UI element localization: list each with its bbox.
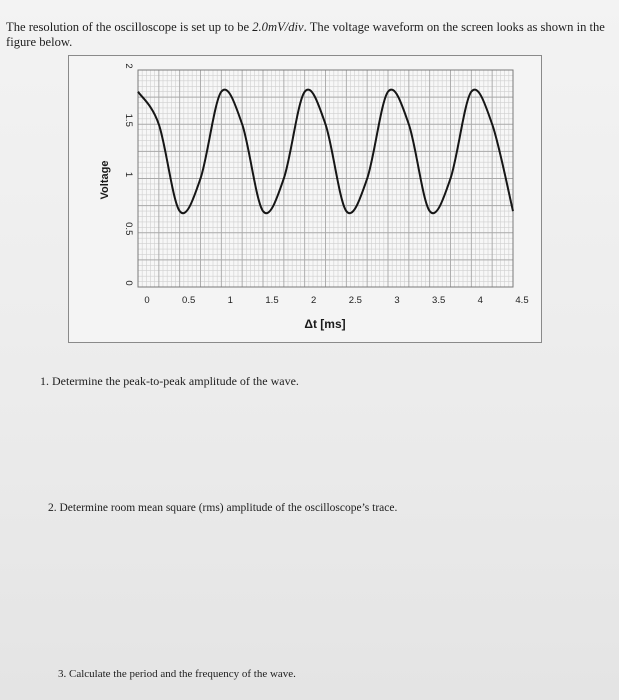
y-tick-label: 0.5 [123,222,134,236]
x-tick-label: 1 [227,295,233,306]
x-tick-label: 3 [394,295,400,306]
x-tick-label: 4.5 [515,295,529,306]
x-tick-label: 2 [311,295,317,306]
resolution-value: 2.0mV/div [252,20,304,34]
x-tick-label: 1.5 [265,295,279,306]
x-tick-label: 0 [144,295,150,306]
question-1: 1. Determine the peak-to-peak amplitude of the wave. [40,374,299,388]
x-tick-label: 0.5 [182,295,196,306]
y-tick-label: 1 [123,171,134,178]
statement-text-before: The resolution of the oscilloscope is set up to be [6,20,253,34]
y-tick-label: 1.5 [123,113,134,127]
statement-text-after: . The voltage waveform on the screen looks as shown in the figure below. [6,20,605,49]
x-tick-label: 3.5 [432,295,446,306]
y-tick-label: 2 [123,63,134,69]
chart-grid [138,70,513,287]
x-tick-label: 4 [477,295,483,306]
question-2: 2. Determine room mean square (rms) amplitude of the oscilloscope’s trace. [48,502,398,514]
x-tick-label: 2.5 [348,295,362,306]
question-3: 3. Calculate the period and the frequency of the wave. [58,668,296,680]
x-axis-title: Δt [ms] [304,317,346,331]
y-tick-label: 0 [123,280,134,286]
y-axis-title: Voltage [99,160,111,200]
